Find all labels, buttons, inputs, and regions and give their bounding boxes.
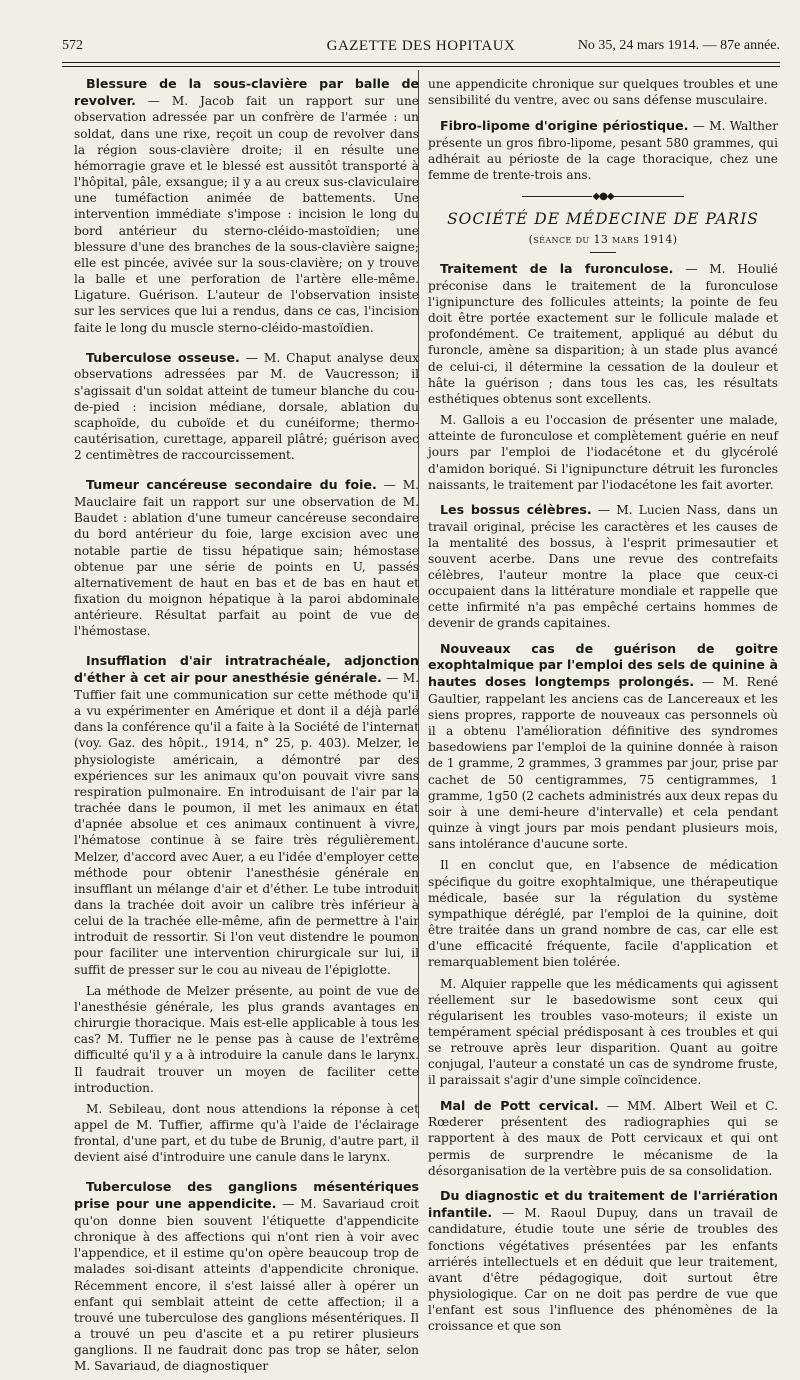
header-rule-2 [62,66,780,67]
article-1: Blessure de la sous-clavière par balle de revolver. — M. Jacob fait un rapport sur une observation adressée par un confrère de l'armée : un soldat, dans une rixe, reçoit un coup de revolver dans la région sous-clavière droite; il en résulte une hémorragie grave et le blessé est aussitôt transporté à l'hôpital, pâle, exsangue; il y a au creux sus-claviculaire une tuméfaction animée de battements. Une intervention immédiate s'impose : incision le long du bord antérieur du sterno-cléido-mastoïdien; une blessure d'une des branches de la sous-clavière saigne; elle est pincée, avivée sur la sous-clavière; on y trouve la balle et une perforation de l'artère elle-même. Ligature. Guérison. L'auteur de l'observation insiste sur les services que lui a rendus, dans ce cas, l'incision faite le long du muscle sterno-cléido-mastoïdien. [74,76,419,335]
article-9: Nouveaux cas de guérison de goitre exophtalmique par l'emploi des sels de quinine à hautes doses longtemps prolongés. — M. René Gaultier, rappelant les anciens cas de Lancereaux et les siens propres, rapporte de nouveaux cas personnels où il a obtenu l'amélioration définitive des syndromes basedowiens par l'emploi de la quinine donnée à raison de 1 gramme, 2 grammes, 3 grammes par jour, prise par cachet de 50 centigrammes, 75 centigrammes, 1 gramme, 1g50 (2 cachets administrés aux deux repas du soir à une demi-heure d'intervalle) et cela pendant quinze à vingt jours par mois pendant plusieurs mois, sans intolérance d'aucune sorte. [428,640,779,852]
article-4-para-2: La méthode de Melzer présente, au point de vue de l'anesthésie générale, les plus grands avantages en chirurgie thoracique. Mais est-elle applicable à tous les cas? M. Tuffier ne le pense pas à cause de l'extrême difficulté qu'il y a à introduire la canule dans le larynx. Il faudrait trouver un moyen de faciliter cette introduction. [74,983,419,1095]
continued-text: une appendicite chronique sur quelques troubles et une sensibilité du ventre, avec ou sans défense musculaire. [428,77,778,108]
article-11: Du diagnostic et du traitement de l'arriération infantile. — M. Raoul Dupuy, dans un travail de candidature, étudie toute une série de troubles des fonctions végétatives présentées par les enfants arriérés intellectuels et en déduit que leur traitement, avant d'être pédagogique, doit surtout être physiologique. Car on ne doit pas perdre de vue que l'enfant est sous l'influence des phénomènes de la croissance et que son [428,1187,778,1334]
article-8: Les bossus célèbres. — M. Lucien Nass, dans un travail original, précise les caractères et les causes de la mentalité des bossus, à l'esprit primesautier et souvent acerbe. Dans une revue des contrefaits célèbres, l'auteur montre la place que ceux-ci occupaient dans la littérature mondiale et rappelle que cette infirmité n'a pas empêché certains hommes de devenir de grands capitaines. [428,501,778,631]
section-ornament: ◆●◆ [428,190,778,203]
page-header [62,34,780,60]
left-column [74,76,419,1380]
journal-title: GAZETTE DES HOPITAUX [326,38,516,54]
header-rule [62,62,780,63]
society-heading: SOCIÉTÉ DE MÉDECINE DE PARIS [447,209,759,228]
article-3: Tumeur cancéreuse secondaire du foie. — M. Mauclaire fait un rapport sur une observation de M. Baudet : ablation d'une tumeur cancéreuse secondaire du bord antérieur du foie, large excision avec une notable partie de tissu hépatique sain; hémostase obtenue par une série de points en U, passés alternativement de haut en bas et de bas en haut et fixation du moignon hépatique à la paroi abdominale antérieure. Résultat parfait au point de vue de l'hémostase. [74,477,419,639]
article-4: Insufflation d'air intratrachéale, adjonction d'éther à cet air pour anesthésie générale. — M. Tuffier fait une communication sur cette méthode qu'il a vu expérimenter en Amérique et dont il a déjà parlé dans la conférence qu'il a faite à la Société de l'internat (voy. Gaz. des hôpit., 1914, n° 25, p. 403). Melzer, le physiologiste américain, a démontré par des expériences sur les animaux qu'on pouvait vivre sans respiration pulmonaire. En introduisant de l'air par la trachée dans le poumon, il met les animaux en état d'apnée absolue et ces animaux continuent à vivre, l'hématose continue à se faire très régulièrement. Melzer, d'accord avec Auer, a eu l'idée d'employer cette méthode pour obtenir l'anesthésie générale en insufflant un mélange d'air et d'éther. Le tube introduit dans la trachée doit avoir un calibre très inférieur à celui de la trachée elle-même, afin de permettre à l'air introduit de ressortir. Si l'on veut distendre le poumon pour faciliter une intervention chirurgicale sur lui, il suffit de presser sur le cou au niveau de l'épiglotte. [74,653,419,977]
page-number: 572 [62,38,83,53]
article-7-para-2: M. Gallois a eu l'occasion de présenter une malade, atteinte de furonculose et complètement guérie en neuf jours par l'emploi de l'iodacétone et du glycérolé d'amidon boriqué. Si l'ignipuncture détruit les furoncles naissants, le traitement par l'iodacétone les fait avorter. [428,413,778,492]
article-9-para-2: Il en conclut que, en l'absence de médication spécifique du goitre exophtalmique, une thérapeutique médicale, basée sur la régulation du système sympathique déréglé, par l'emploi de la quinine, doit être traitée dans un grand nombre de cas, car elle est d'une efficacité fréquente, facile d'application et remarquablement bien tolérée. [428,858,778,970]
article-10: Mal de Pott cervical. — MM. Albert Weil et C. Rœderer présentent des radiographies qui se rapportent à des maux de Pott cervicaux et qui ont permis de surprendre le mécanisme de la désorganisation de la vertèbre puis de sa consolidation. [428,1097,778,1178]
article-6: Fibro-lipome d'origine périostique. — M. Walther présente un gros fibro-lipome, pesant 580 grammes, qui adhérait au périoste de la cage thoracique, chez une femme de trente-trois ans. [428,118,778,183]
issue-date: No 35, 24 mars 1914. — 87e année. [577,38,780,53]
article-4-para-3: M. Sebileau, dont nous attendions la réponse à cet appel de M. Tuffier, affirme qu'à l'aide de l'éclairage frontal, d'une part, et du tube de Brunig, d'autre part, il devient aisé d'introduire une canule dans le larynx. [74,1101,419,1165]
short-rule [590,252,616,253]
right-column [428,76,778,1340]
session-date: (séance du 13 mars 1914) [528,233,678,247]
article-5: Tuberculose des ganglions mésentériques prise pour une appendicite. — M. Savariaud croit qu'on donne bien souvent l'étiquette d'appendicite chronique à des affections qui n'ont rien à voir avec l'appendice, et il estime qu'on opère beaucoup trop de malades soi-disant atteints d'appendicite chronique. Récemment encore, il s'est laissé aller à opérer un enfant qui semblait atteint de cette affection; il a trouvé une tuberculose des ganglions mésentériques. Il a trouvé un peu d'ascite et a pu retirer plusieurs ganglions. Il ne faudrait donc pas trop se hâter, selon M. Savariaud, de diagnostiquer [74,1179,419,1374]
article-2: Tuberculose osseuse. — M. Chaput analyse deux observations adressées par M. de Vaucresson; il s'agissait d'un soldat atteint de tumeur blanche du cou-de-pied : incision médiane, dorsale, ablation du scaphoïde, du cuboïde et du cunéiforme; thermo-cautérisation, curettage, appareil plâtré; guérison avec 2 centimètres de raccourcissement. [74,349,419,463]
article-9-para-3: M. Alquier rappelle que les médicaments qui agissent réellement sur le basedowisme sont ceux qui régularisent les troubles vaso-moteurs; il existe un tempérament spécial prédisposant à ces troubles et qui se retrouve après leur disparition. Quant au goitre conjugal, l'auteur a constaté un cas de syndrome fruste, il paraissait s'agir d'une simple coïncidence. [428,976,778,1088]
article-7: Traitement de la furonculose. — M. Houlié préconise dans le traitement de la furonculose l'ignipuncture des follicules atteints; la pointe de feu doit être portée exactement sur le follicule malade et profondément. Ce traitement, appliqué au début du furoncle, amène sa disparition; à un stade plus avancé de celui-ci, il détermine la cessation de la douleur et hâte la guérison ; dans tous les cas, les résultats esthétiques obtenus sont excellents. [428,261,778,406]
